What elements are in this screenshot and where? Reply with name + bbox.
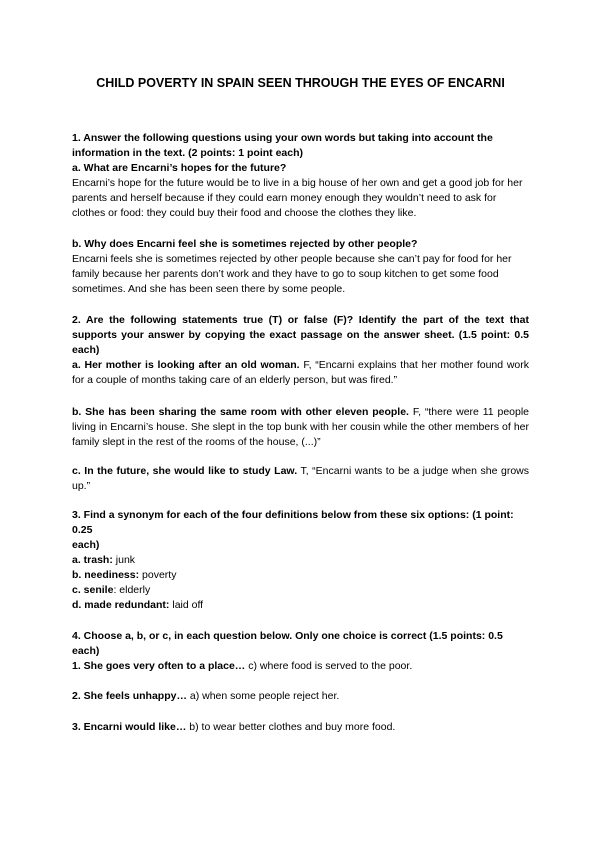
question-2c-block [72,464,529,494]
question-3-heading: 3. Find a synonym for each of the four definitions below from these six options: (1 point: 0.25 [72,509,514,536]
item-2a [72,358,529,388]
list-item [72,568,529,583]
item-label: 1. She goes very often to a place… [72,660,246,672]
question-4-item-2 [72,689,529,704]
answer-2a: F, “Encarni explains that her mother found work for a couple of months taking care of an elderly person, but was fired.” [72,359,529,386]
item-label: a. trash: [72,554,113,566]
list-item [72,598,529,613]
item-2c [72,464,529,494]
answer-2c: T, “Encarni wants to be a judge when she grows up.” [72,465,529,492]
question-1a: a. What are Encarni’s hopes for the future? [72,162,287,174]
list-item [72,583,529,598]
item-answer: c) where food is served to the poor. [245,660,413,672]
question-3-heading-cont: each) [72,539,100,551]
page-title: CHILD POVERTY IN SPAIN SEEN THROUGH THE EYES OF ENCARNI [96,76,505,90]
question-2a: a. Her mother is looking after an old woman. [72,359,300,371]
list-item [72,689,529,704]
question-2c: c. In the future, she would like to study Law. [72,465,298,477]
answer-1a: Encarni’s hope for the future would be to live in a big house of her own and get a good job for her parents and herself because if they could earn money enough they wouldn’t need to ask for clothes or food: they could buy their food and choose the clothes they like. [72,177,523,219]
item-answer: a) when some people reject her. [186,690,340,702]
question-4-heading: 4. Choose a, b, or c, in each question below. Only one choice is correct (1.5 points: 0.5 each) [72,630,503,657]
item-2b [72,405,529,450]
item-label: 3. Encarni would like… [72,721,187,733]
question-2-heading: 2. Are the following statements true (T) or false (F)? Identify the part of the text that supports your answer by copying the exact passage on the answer sheet. (1.5 point: 0.5 each) [72,314,529,356]
item-answer: poverty [139,569,177,581]
question-1b-block [72,237,529,297]
list-item [72,553,529,568]
answer-1b: Encarni feels she is sometimes rejected by other people because she can’t pay for food for her family because her parents don’t work and they have to go to soup kitchen to get some food sometimes. And she has been seen there by some people. [72,253,512,295]
question-2b: b. She has been sharing the same room with other eleven people. [72,406,409,418]
item-label: d. made redundant: [72,599,170,611]
question-3 [72,508,529,613]
item-answer: junk [112,554,136,566]
question-1b: b. Why does Encarni feel she is sometimes rejected by other people? [72,238,418,250]
question-2 [72,313,529,388]
list-item [72,659,529,674]
item-label: 2. She feels unhappy… [72,690,187,702]
item-answer: laid off [169,599,204,611]
question-4 [72,629,529,674]
question-2b-block [72,405,529,450]
list-item [72,720,529,735]
item-answer: : elderly [113,584,151,596]
question-4-item-3 [72,720,529,735]
item-answer: b) to wear better clothes and buy more food. [186,721,396,733]
item-label: c. senile [72,584,114,596]
item-label: b. neediness: [72,569,140,581]
answer-2b: F, “there were 11 people living in Encarni’s house. She slept in the top bunk with her cousin while the other members of her family slept in the rest of the rooms of the house, (...)” [72,406,530,448]
question-1 [72,131,529,221]
question-1-heading: 1. Answer the following questions using your own words but taking into account the information in the text. (2 points: 1 point each) [72,132,493,159]
